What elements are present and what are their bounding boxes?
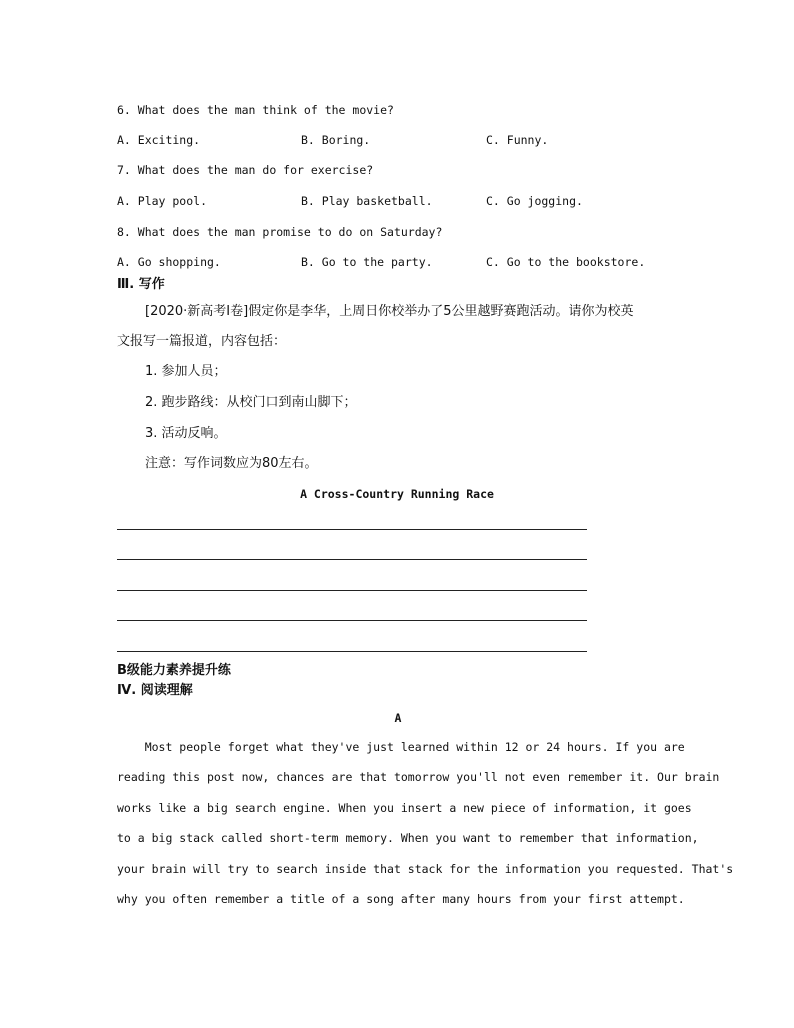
writing-point-2: 2. 跑步路线：从校门口到南山脚下； [145,395,357,410]
q8-option-a: A. Go shopping. [117,255,221,269]
writing-line-3[interactable] [117,590,587,591]
reading-heading: Ⅳ. 阅读理解 [117,683,193,698]
q6-option-b: B. Boring. [301,133,371,147]
passage-line: to a big stack called short-term memory. When you want to remember that information, [117,831,699,845]
q6-option-a: A. Exciting. [117,133,201,147]
level-b-heading: B级能力素养提升练 [117,663,231,678]
writing-line-4[interactable] [117,620,587,621]
writing-point-3: 3. 活动反响。 [145,426,227,441]
question-6: 6. What does the man think of the movie? [117,103,394,117]
q7-option-b: B. Play basketball. [301,194,433,208]
passage-line: works like a big search engine. When you insert a new piece of information, it goes [117,801,692,815]
writing-line-5[interactable] [117,651,587,652]
passage-label: A [394,711,402,725]
writing-line-1[interactable] [117,529,587,530]
passage-line: your brain will try to search inside that stack for the information you requested. That's [117,862,734,876]
writing-line-2[interactable] [117,559,587,560]
writing-note: 注意：写作词数应为80左右。 [145,456,318,471]
writing-point-1: 1. 参加人员； [145,364,227,379]
essay-title: A Cross-Country Running Race [300,487,494,501]
question-7: 7. What does the man do for exercise? [117,163,374,177]
passage-line: why you often remember a title of a song after many hours from your first attempt. [117,892,685,906]
writing-heading: Ⅲ. 写作 [117,277,165,292]
q7-option-c: C. Go jogging. [486,194,583,208]
writing-prompt-line1: [2020·新高考Ⅰ卷]假定你是李华，上周日你校举办了5公里越野赛跑活动。请你为校英 [145,304,634,319]
passage-line: reading this post now, chances are that tomorrow you'll not even remember it. Our brain [117,770,720,784]
writing-prompt-line2: 文报写一篇报道，内容包括： [117,334,287,349]
q7-option-a: A. Play pool. [117,194,208,208]
q6-option-c: C. Funny. [486,133,549,147]
q8-option-c: C. Go to the bookstore. [486,255,646,269]
question-8: 8. What does the man promise to do on Saturday? [117,225,443,239]
passage-line: Most people forget what they've just learned within 12 or 24 hours. If you are [117,740,685,754]
q8-option-b: B. Go to the party. [301,255,433,269]
